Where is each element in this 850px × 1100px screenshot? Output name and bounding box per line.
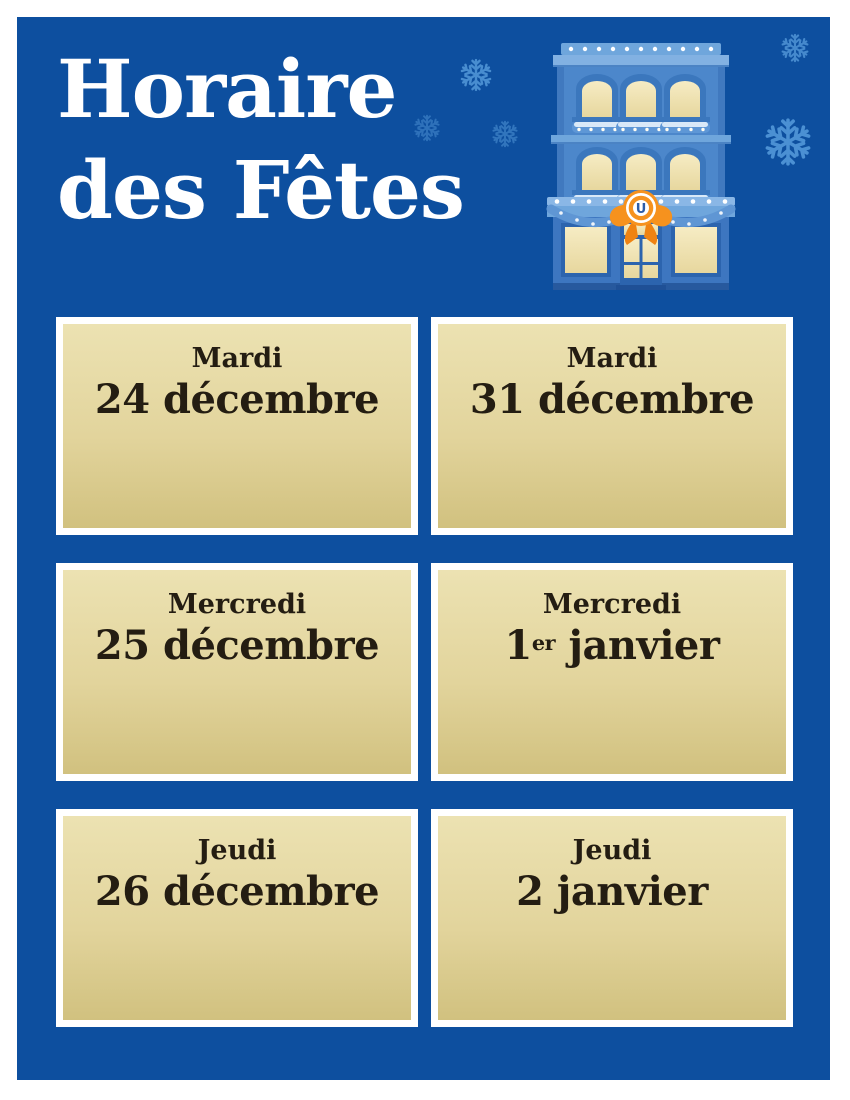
- poster-title: [57, 39, 464, 241]
- date-main: 31 décembre: [469, 376, 755, 423]
- poster-title-line1: Horaire: [57, 42, 397, 136]
- date-main: 1: [504, 622, 532, 669]
- u-logo-letter: U: [635, 201, 647, 217]
- date-main: 25 décembre: [94, 622, 380, 669]
- card-panel: [63, 324, 411, 528]
- date-ordinal-suffix: er: [531, 629, 556, 655]
- card-dec-25: [56, 563, 418, 781]
- card-day-label: Mercredi: [542, 589, 682, 620]
- date-main: 24 décembre: [94, 376, 380, 423]
- poster-title-line2: des Fêtes: [57, 143, 464, 237]
- card-date-label: [63, 376, 411, 430]
- card-day-label: Jeudi: [572, 835, 652, 866]
- card-day-label: Jeudi: [197, 835, 277, 866]
- snowflake-icon: [763, 117, 813, 167]
- card-date-label: [438, 868, 786, 922]
- snowflake-icon: [413, 114, 441, 142]
- card-date-label: [438, 376, 786, 430]
- poster-background: [17, 17, 830, 1080]
- card-day-label: Mercredi: [167, 589, 307, 620]
- card-panel: [438, 816, 786, 1020]
- holiday-cards-grid: [56, 317, 793, 1027]
- snowflake-icon: [780, 33, 810, 63]
- card-panel: [63, 570, 411, 774]
- card-date-label: [63, 868, 411, 922]
- card-date-label: [63, 622, 411, 676]
- card-dec-26: [56, 809, 418, 1027]
- store-door-icon: [616, 219, 666, 290]
- card-dec-24: [56, 317, 418, 535]
- snowflake-icon: [459, 58, 493, 92]
- card-dec-31: [431, 317, 793, 535]
- date-after: janvier: [555, 622, 720, 669]
- store-building-icon: [545, 43, 737, 290]
- card-day-label: Mardi: [191, 343, 283, 374]
- card-date-label: [438, 622, 786, 676]
- card-jan-2: [431, 809, 793, 1027]
- snowflake-icon: [491, 120, 519, 148]
- card-panel: [438, 570, 786, 774]
- card-panel: [438, 324, 786, 528]
- date-main: 2 janvier: [516, 868, 708, 915]
- date-main: 26 décembre: [94, 868, 380, 915]
- card-panel: [63, 816, 411, 1020]
- card-day-label: Mardi: [566, 343, 658, 374]
- card-jan-1: [431, 563, 793, 781]
